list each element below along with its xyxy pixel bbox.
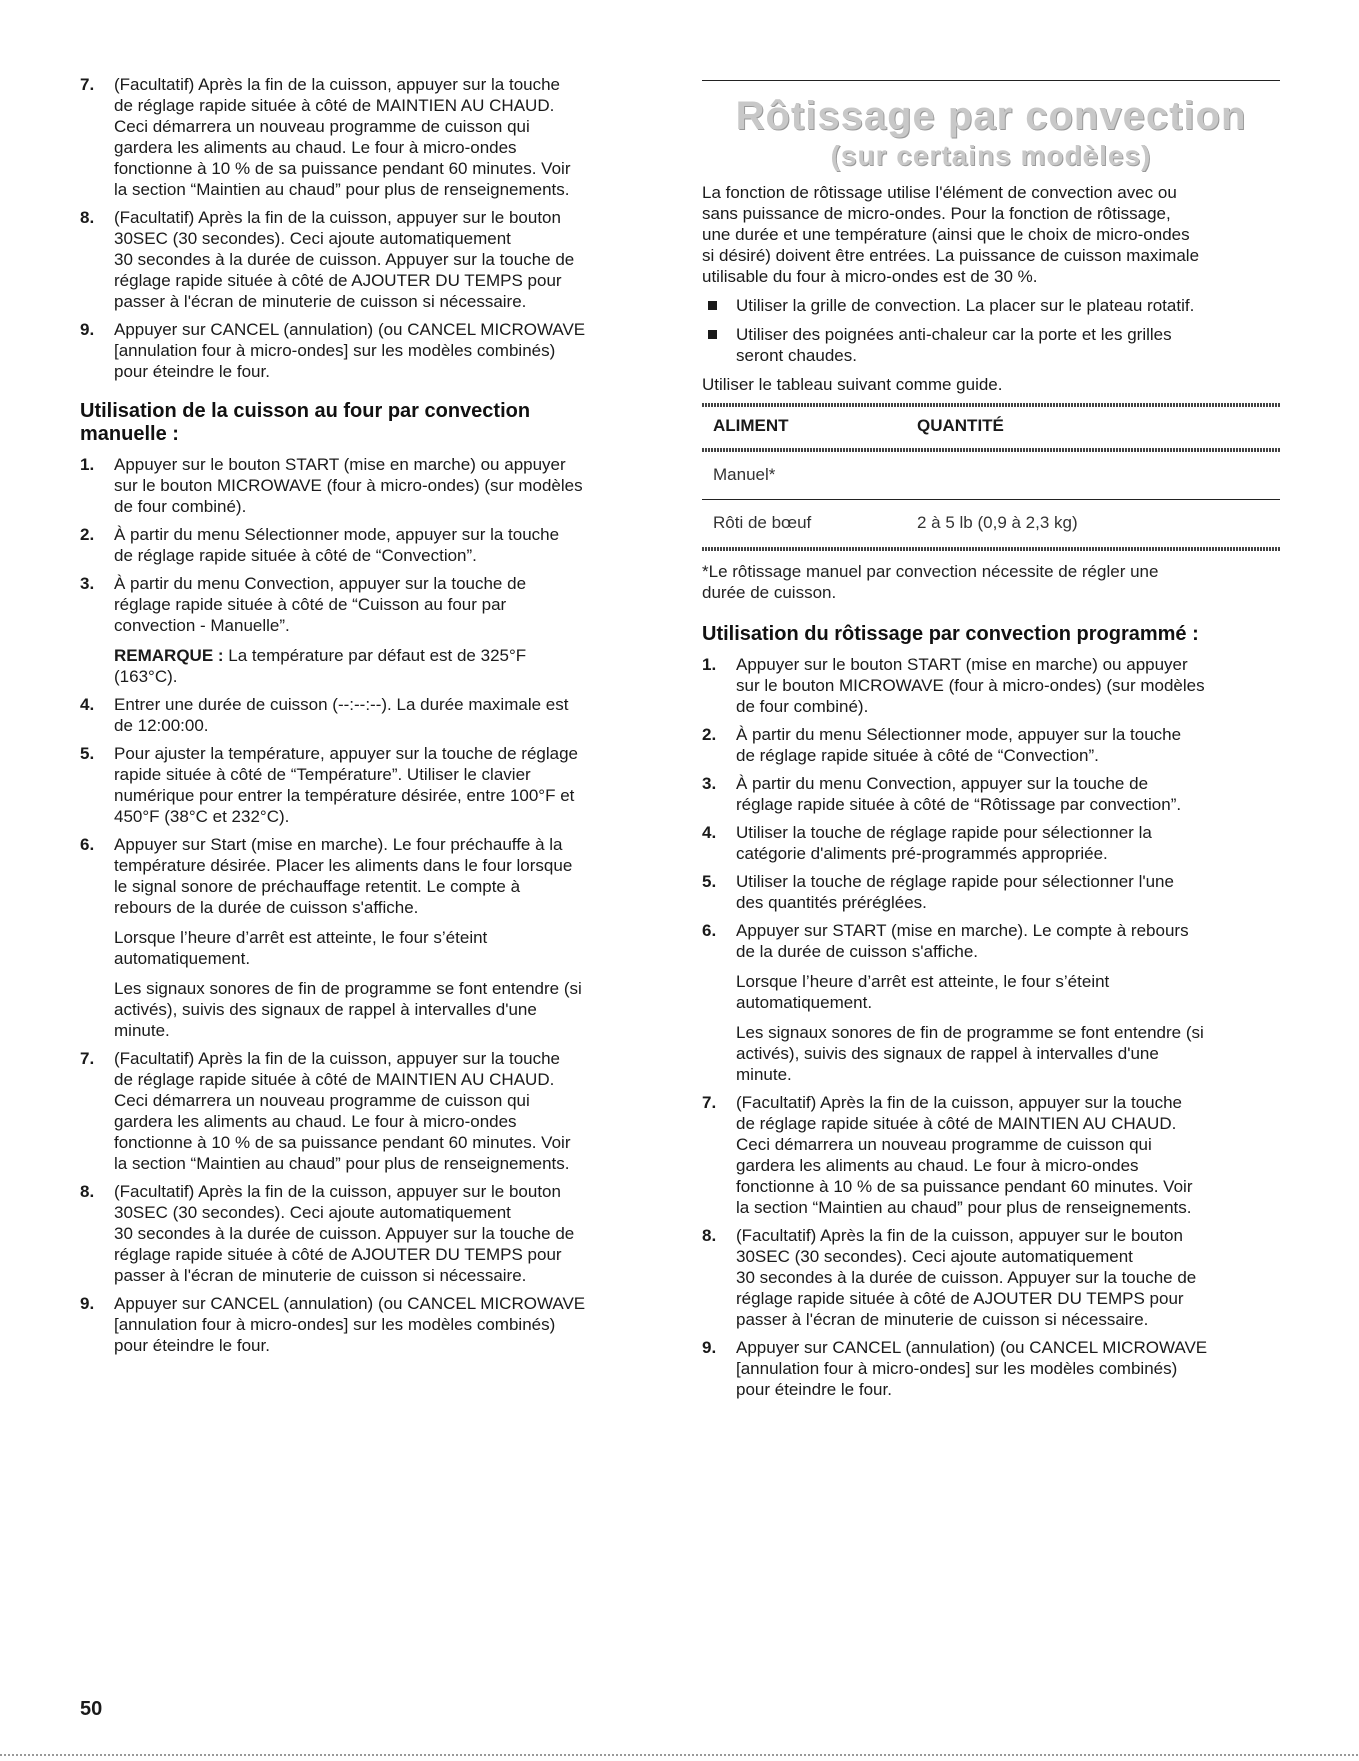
column-header-food: ALIMENT [713,416,789,435]
intro-paragraph: La fonction de rôtissage utilise l'élément de convection avec ou sans puissance de micro-ondes. Pour la fonction de rôtissage, une durée et une température (ainsi que le choix de micro-ondes si désiré) doivent être entrées. La puissance de cuisson maximale utilisable du four à micro-ondes est de 30 %. [702,183,1200,286]
step-text: À partir du menu Sélectionner mode, appuyer sur la touche de réglage rapide située à côté de “Convection”. [736,725,1182,765]
step-text: Appuyer sur CANCEL (annulation) (ou CANCEL MICROWAVE [annulation four à micro-ondes] sur les modèles combinés) pour éteindre le four. [736,1338,1208,1399]
step-paragraph: Les signaux sonores de fin de programme se font entendre (si activés), suivis des signaux de rappel à intervalles d'une minute. [114,979,582,1040]
square-bullet-icon [708,301,717,310]
list-item [702,1337,1280,1400]
bullet-list [702,295,1280,366]
step-paragraph: Lorsque l’heure d’arrêt est atteinte, le four s’éteint automatiquement. [736,972,1110,1012]
step-number: 4. [702,823,717,842]
step-number: 8. [702,1226,717,1245]
step-number: 2. [80,525,95,544]
step-text: (Facultatif) Après la fin de la cuisson, appuyer sur le bouton 30SEC (30 secondes). Ceci ajoute automatiquement 30 secondes à la durée de cuisson. Appuyer sur la touche de réglage rapide située à côté de AJOUTER DU TEMPS pour passer à l'écran de minuterie de cuisson si nécessaire. [114,208,575,311]
table-footnote: *Le rôtissage manuel par convection nécessite de régler une durée de cuisson. [702,562,1159,602]
step-text: Appuyer sur START (mise en marche). Le compte à rebours de la durée de cuisson s'affiche. [736,921,1189,961]
list-item [702,822,1280,864]
list-item [80,834,656,1041]
list-item [80,743,656,827]
step-text: (Facultatif) Après la fin de la cuisson, appuyer sur la touche de réglage rapide située à côté de MAINTIEN AU CHAUD. Ceci démarrera un nouveau programme de cuisson qui gardera les aliments au chaud. Le four à micro-ondes fonctionne à 10 % de sa puissance pendant 60 minutes. Voir la section “Maintien au chaud” pour plus de renseignements. [114,75,571,199]
list-item [702,724,1280,766]
page-title: Rôtissage par convection [735,94,1247,138]
table-cell: Manuel* [713,465,776,484]
steps-list-programmed [702,654,1280,1400]
step-text: Utiliser la touche de réglage rapide pour sélectionner l'une des quantités préréglées. [736,872,1174,912]
step-text: À partir du menu Convection, appuyer sur la touche de réglage rapide située à côté de “Cuisson au four par convection - Manuelle”. [114,574,527,635]
list-item [80,74,656,200]
step-text: À partir du menu Sélectionner mode, appuyer sur la touche de réglage rapide située à côté de “Convection”. [114,525,560,565]
section-title [702,94,1280,172]
step-number: 1. [80,455,95,474]
step-number: 7. [80,75,95,94]
table-cell: Rôti de bœuf [713,513,812,532]
table-row [702,452,1280,499]
bullet-item [702,324,1280,366]
step-text: Pour ajuster la température, appuyer sur la touche de réglage rapide située à côté de “Température”. Utiliser le clavier numérique pour entrer la température désirée, entre 100°F et 450°F (38°C et 232°C). [114,744,578,826]
step-number: 7. [80,1049,95,1068]
list-item [80,1181,656,1286]
bottom-edge-rule [0,1754,1359,1756]
step-text: Appuyer sur CANCEL (annulation) (ou CANCEL MICROWAVE [annulation four à micro-ondes] sur les modèles combinés) pour éteindre le four. [114,1294,586,1355]
list-item [702,871,1280,913]
list-item [80,524,656,566]
step-text: (Facultatif) Après la fin de la cuisson, appuyer sur le bouton 30SEC (30 secondes). Ceci ajoute automatiquement 30 secondes à la durée de cuisson. Appuyer sur la touche de réglage rapide située à côté de AJOUTER DU TEMPS pour passer à l'écran de minuterie de cuisson si nécessaire. [736,1226,1197,1329]
list-item [80,319,656,382]
roasting-table [702,403,1280,551]
step-number: 1. [702,655,717,674]
list-item [80,573,656,687]
list-item [80,207,656,312]
step-text: Appuyer sur CANCEL (annulation) (ou CANCEL MICROWAVE [annulation four à micro-ondes] sur les modèles combinés) pour éteindre le four. [114,320,586,381]
step-text: (Facultatif) Après la fin de la cuisson, appuyer sur la touche de réglage rapide située à côté de MAINTIEN AU CHAUD. Ceci démarrera un nouveau programme de cuisson qui gardera les aliments au chaud. Le four à micro-ondes fonctionne à 10 % de sa puissance pendant 60 minutes. Voir la section “Maintien au chaud” pour plus de renseignements. [114,1049,571,1173]
step-paragraph: Lorsque l’heure d’arrêt est atteinte, le four s’éteint automatiquement. [114,928,488,968]
step-number: 8. [80,1182,95,1201]
step-text: (Facultatif) Après la fin de la cuisson, appuyer sur la touche de réglage rapide située à côté de MAINTIEN AU CHAUD. Ceci démarrera un nouveau programme de cuisson qui gardera les aliments au chaud. Le four à micro-ondes fonctionne à 10 % de sa puissance pendant 60 minutes. Voir la section “Maintien au chaud” pour plus de renseignements. [736,1093,1193,1217]
step-text: Utiliser la touche de réglage rapide pour sélectionner la catégorie d'aliments pré-programmés appropriée. [736,823,1152,863]
table-header [702,407,1280,448]
table-cell: 2 à 5 lb (0,9 à 2,3 kg) [917,513,1078,532]
bullet-item [702,295,1280,316]
step-text: Entrer une durée de cuisson (--:--:--). La durée maximale est de 12:00:00. [114,695,569,735]
step-number: 8. [80,208,95,227]
heading-text: Utilisation de la cuisson au four par convection manuelle : [80,400,531,445]
table-bottom-rule [702,547,1280,551]
column-header-quantity: QUANTITÉ [917,416,1004,435]
list-item [80,1293,656,1356]
step-text: Appuyer sur le bouton START (mise en marche) ou appuyer sur le bouton MICROWAVE (four à micro-ondes) (sur modèles de four combiné). [114,455,583,516]
remark [114,645,656,687]
step-text: Appuyer sur Start (mise en marche). Le four préchauffe à la température désirée. Placer les aliments dans le four lorsque le signal sonore de préchauffage retentit. Le compte à rebours de la durée de cuisson s'affiche. [114,835,573,917]
list-item [702,773,1280,815]
list-item [702,654,1280,717]
step-text: (Facultatif) Après la fin de la cuisson, appuyer sur le bouton 30SEC (30 secondes). Ceci ajoute automatiquement 30 secondes à la durée de cuisson. Appuyer sur la touche de réglage rapide située à côté de AJOUTER DU TEMPS pour passer à l'écran de minuterie de cuisson si nécessaire. [114,1182,575,1285]
remark-text: La température par défaut est de 325°F (163°C). [114,646,527,686]
step-number: 7. [702,1093,717,1112]
step-number: 3. [702,774,717,793]
step-number: 6. [702,921,717,940]
step-number: 9. [80,1294,95,1313]
remark-label: REMARQUE : [114,646,224,665]
right-column [702,80,1280,1407]
bullet-text: Utiliser la grille de convection. La placer sur le plateau rotatif. [736,296,1195,315]
list-item [80,694,656,736]
bullet-text: Utiliser des poignées anti-chaleur car la porte et les grilles seront chaudes. [736,325,1172,365]
steps-list-manual [80,454,656,1356]
list-item [702,1225,1280,1330]
page-subtitle: (sur certains modèles) [830,140,1152,171]
left-column [80,74,656,1363]
list-item [80,1048,656,1174]
step-number: 2. [702,725,717,744]
step-number: 4. [80,695,95,714]
table-row [702,500,1280,547]
section-heading-programmed-roasting: Utilisation du rôtissage par convection programmé : [702,623,1199,645]
step-number: 3. [80,574,95,593]
section-heading-manual-convection [80,400,656,446]
step-number: 9. [702,1338,717,1357]
list-item [702,1092,1280,1218]
list-item [702,920,1280,1085]
step-number: 5. [80,744,95,763]
guide-text: Utiliser le tableau suivant comme guide. [702,375,1003,394]
step-text: Appuyer sur le bouton START (mise en marche) ou appuyer sur le bouton MICROWAVE (four à micro-ondes) (sur modèles de four combiné). [736,655,1205,716]
step-number: 5. [702,872,717,891]
step-paragraph: Les signaux sonores de fin de programme se font entendre (si activés), suivis des signaux de rappel à intervalles d'une minute. [736,1023,1204,1084]
square-bullet-icon [708,330,717,339]
step-text: À partir du menu Convection, appuyer sur la touche de réglage rapide située à côté de “Rôtissage par convection”. [736,774,1182,814]
step-number: 9. [80,320,95,339]
page-number: 50 [80,1698,103,1720]
steps-list-continued [80,74,656,382]
step-number: 6. [80,835,95,854]
list-item [80,454,656,517]
